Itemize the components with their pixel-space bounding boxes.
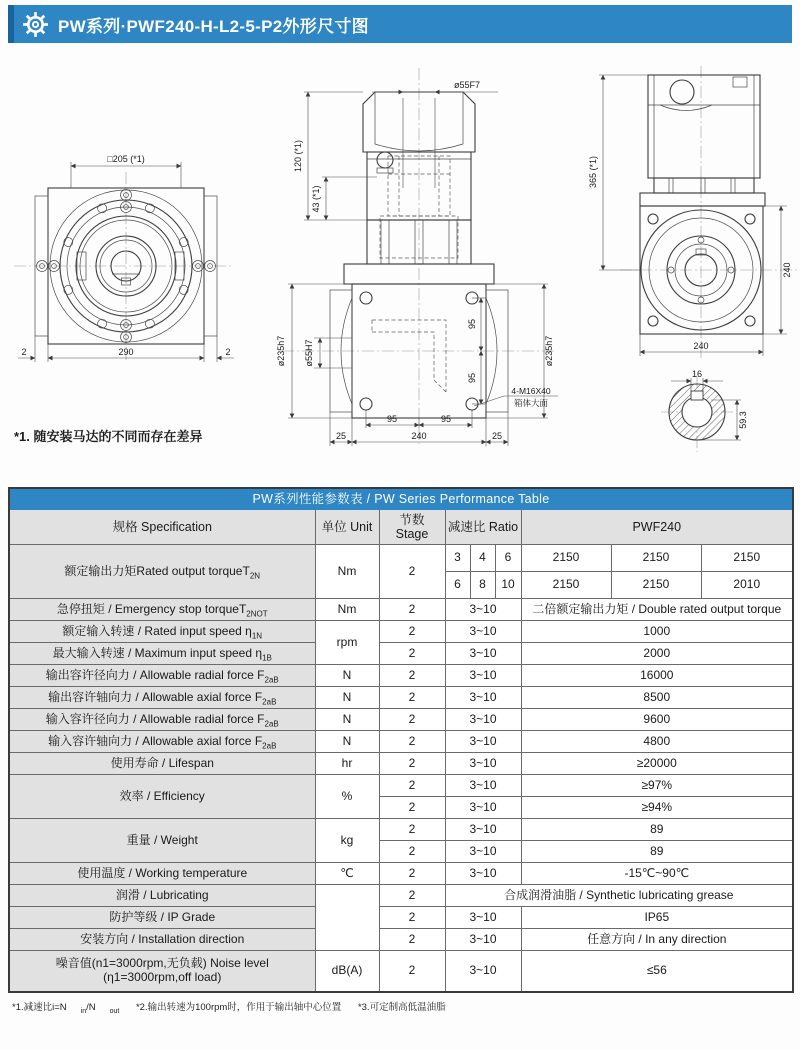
value-cell: 16000 xyxy=(521,665,793,687)
dim-label: 95 xyxy=(440,414,452,424)
value-cell: 二倍额定输出力矩 / Double rated output torque xyxy=(521,599,793,621)
spec-weight: 重量 / Weight xyxy=(9,819,315,863)
header-ratio: 减速比 Ratio xyxy=(445,510,521,545)
unit-cell: N xyxy=(315,731,379,753)
unit-cell-empty xyxy=(315,885,379,951)
table-row xyxy=(9,599,793,621)
dim-label: ø235h7 xyxy=(544,335,554,367)
table-row xyxy=(9,731,793,753)
value-cell: 89 xyxy=(521,841,793,863)
front-view-drawing xyxy=(8,138,238,366)
value-cell: 任意方向 / In any direction xyxy=(521,929,793,951)
dim-label: 2 xyxy=(225,347,231,357)
header-model: PWF240 xyxy=(521,510,793,545)
ratio-cell: 3~10 xyxy=(445,643,521,665)
dim-label: 95 xyxy=(467,318,477,330)
spec-allowable-radial-force-in: 输入容许径向力 / Allowable radial force $F_{2aB}$ xyxy=(9,709,315,731)
dim-label: 365 (*1) xyxy=(588,155,598,189)
table-row xyxy=(9,863,793,885)
ratio-cell: 10 xyxy=(495,572,521,599)
value-cell: ≥97% xyxy=(521,775,793,797)
drawing-footnote: *1. 随安装马达的不同而存在差异 xyxy=(14,429,203,444)
table-row xyxy=(9,951,793,993)
stage-cell: 2 xyxy=(379,797,445,819)
spec-noise-level: 噪音值(n1=3000rpm,无负载) Noise level (η1=3000rpm,off load) xyxy=(9,951,315,993)
stage-cell: 2 xyxy=(379,951,445,993)
footnote-1: *1.减速比i=N $_{in}$/N $_{out}$ xyxy=(12,1002,120,1015)
table-title-row xyxy=(9,488,793,510)
table-row xyxy=(9,753,793,775)
spec-allowable-axial-force-out: 输出容许轴向力 / Allowable axial force $F_{2aB}$ xyxy=(9,687,315,709)
unit-cell: kg xyxy=(315,819,379,863)
gear-icon xyxy=(22,11,49,38)
ratio-cell: 3 xyxy=(445,545,470,572)
value-cell: ≥20000 xyxy=(521,753,793,775)
ratio-cell: 3~10 xyxy=(445,599,521,621)
unit-cell: hr xyxy=(315,753,379,775)
spec-rated-output-torque: 额定输出力矩Rated output torqueT$_{2N}$ xyxy=(9,545,315,599)
ratio-cell: 3~10 xyxy=(445,709,521,731)
ratio-cell: 3~10 xyxy=(445,819,521,841)
header-spec: 规格 Specification xyxy=(9,510,315,545)
value-cell: -15℃~90℃ xyxy=(521,863,793,885)
ratio-cell: 3~10 xyxy=(445,929,521,951)
stage-cell: 2 xyxy=(379,885,445,907)
value-cell: 89 xyxy=(521,819,793,841)
value-cell: 1000 xyxy=(521,621,793,643)
dim-label: 25 xyxy=(491,431,503,441)
table-row xyxy=(9,665,793,687)
unit-cell: ℃ xyxy=(315,863,379,885)
dim-label: ø55F7 xyxy=(453,80,481,90)
stage-cell: 2 xyxy=(379,687,445,709)
unit-cell: % xyxy=(315,775,379,819)
table-row xyxy=(9,929,793,951)
stage-cell: 2 xyxy=(379,599,445,621)
dim-label: 25 xyxy=(335,431,347,441)
value-cell: ≤56 xyxy=(521,951,793,993)
rear-view-dimensions xyxy=(588,75,792,356)
table-row xyxy=(9,885,793,907)
dim-label: 240 xyxy=(693,341,709,351)
table-footnote xyxy=(12,999,460,1015)
table-title: PW系列性能参数表 / PW Series Performance Table xyxy=(9,488,793,510)
stage-cell: 2 xyxy=(379,731,445,753)
spec-rated-input-speed: 额定输入转速 / Rated input speed $\eta_{1N}$ xyxy=(9,621,315,643)
spec-efficiency: 效率 / Efficiency xyxy=(9,775,315,819)
stage-cell: 2 xyxy=(379,621,445,643)
table-row xyxy=(9,621,793,643)
ratio-cell: 3~10 xyxy=(445,841,521,863)
dim-label: 120 (*1) xyxy=(293,139,303,173)
stage-cell: 2 xyxy=(379,929,445,951)
table-row xyxy=(9,775,793,797)
unit-cell: rpm xyxy=(315,621,379,665)
unit-cell: Nm xyxy=(315,545,379,599)
header-stage: 节数 Stage xyxy=(379,510,445,545)
spec-lifespan: 使用寿命 / Lifespan xyxy=(9,753,315,775)
dim-label: ø55H7 xyxy=(304,339,314,367)
value-cell: 8500 xyxy=(521,687,793,709)
page-title: PW系列·PWF240-H-L2-5-P2外形尺寸图 xyxy=(58,16,369,36)
stage-cell: 2 xyxy=(379,863,445,885)
value-cell: 2150 xyxy=(701,545,793,572)
value-cell: 9600 xyxy=(521,709,793,731)
stage-cell: 2 xyxy=(379,907,445,929)
spec-allowable-axial-force-in: 输入容许轴向力 / Allowable axial force $F_{2aB}$ xyxy=(9,731,315,753)
dim-label: 95 xyxy=(386,414,398,424)
stage-cell: 2 xyxy=(379,643,445,665)
dim-label: □205 (*1) xyxy=(107,154,145,164)
table-row xyxy=(9,643,793,665)
dim-label: 43 (*1) xyxy=(311,185,321,213)
ratio-cell: 3~10 xyxy=(445,907,521,929)
performance-table xyxy=(8,487,794,993)
table-row xyxy=(9,907,793,929)
stage-cell: 2 xyxy=(379,775,445,797)
table-header-row xyxy=(9,510,793,545)
unit-cell: dB(A) xyxy=(315,951,379,993)
dim-label: 290 xyxy=(118,347,134,357)
shaft-cross-section xyxy=(669,369,748,440)
value-cell: 4800 xyxy=(521,731,793,753)
ratio-cell: 3~10 xyxy=(445,687,521,709)
ratio-cell: 8 xyxy=(470,572,495,599)
dim-label: 59.3 xyxy=(738,411,748,429)
dim-label: 95 xyxy=(467,372,477,384)
rear-view-drawing xyxy=(565,60,800,460)
unit-cell: Nm xyxy=(315,599,379,621)
value-cell: ≥94% xyxy=(521,797,793,819)
header-unit: 单位 Unit xyxy=(315,510,379,545)
ratio-cell: 3~10 xyxy=(445,621,521,643)
tap-note-label: 箱体大面 xyxy=(513,398,549,408)
ratio-cell: 3~10 xyxy=(445,863,521,885)
ratio-cell: 3~10 xyxy=(445,775,521,797)
dim-label: 2 xyxy=(21,347,27,357)
spec-working-temperature: 使用温度 / Working temperature xyxy=(9,863,315,885)
ratio-cell: 3~10 xyxy=(445,753,521,775)
footnote-3: *3.可定制高低温油脂 xyxy=(357,1002,446,1013)
side-view-drawing xyxy=(268,62,560,460)
value-cell: 2150 xyxy=(521,572,611,599)
table-row xyxy=(9,545,793,572)
ratio-cell: 3~10 xyxy=(445,797,521,819)
footnote-2: *2.输出转速为100rpm时，作用于输出轴中心位置 xyxy=(135,1002,342,1013)
ratio-cell: 3~10 xyxy=(445,951,521,993)
dim-label: 240 xyxy=(411,431,427,441)
spec-installation-direction: 安装方向 / Installation direction xyxy=(9,929,315,951)
ratio-cell: 6 xyxy=(495,545,521,572)
unit-cell: N xyxy=(315,709,379,731)
value-cell: 2010 xyxy=(701,572,793,599)
spec-ip-grade: 防护等级 / IP Grade xyxy=(9,907,315,929)
dim-label: ø235h7 xyxy=(276,335,286,367)
value-cell: IP65 xyxy=(521,907,793,929)
table-row xyxy=(9,819,793,841)
ratio-cell: 3~10 xyxy=(445,731,521,753)
page-header-banner xyxy=(8,5,792,43)
stage-cell: 2 xyxy=(379,753,445,775)
stage-cell: 2 xyxy=(379,665,445,687)
value-cell: 2150 xyxy=(611,545,701,572)
ratio-cell: 3~10 xyxy=(445,665,521,687)
stage-cell: 2 xyxy=(379,841,445,863)
table-row xyxy=(9,709,793,731)
spec-emergency-stop-torque: 急停扭矩 / Emergency stop torqueT$_{2NOT}$ xyxy=(9,599,315,621)
spec-allowable-radial-force-out: 输出容许径向力 / Allowable radial force $F_{2aB}$ xyxy=(9,665,315,687)
ratio-cell: 4 xyxy=(470,545,495,572)
stage-cell: 2 xyxy=(379,819,445,841)
unit-cell: N xyxy=(315,665,379,687)
spec-lubricating: 润滑 / Lubricating xyxy=(9,885,315,907)
side-view-dimensions xyxy=(276,80,558,446)
spec-max-input-speed: 最大输入转速 / Maximum input speed $\eta_{1B}$ xyxy=(9,643,315,665)
dim-label: 16 xyxy=(691,369,703,379)
value-cell: 2000 xyxy=(521,643,793,665)
value-cell: 2150 xyxy=(611,572,701,599)
stage-cell: 2 xyxy=(379,545,445,599)
unit-cell: N xyxy=(315,687,379,709)
ratio-cell: 6 xyxy=(445,572,470,599)
stage-cell: 2 xyxy=(379,709,445,731)
value-cell: 2150 xyxy=(521,545,611,572)
value-cell: 合成润滑油脂 / Synthetic lubricating grease xyxy=(445,885,793,907)
front-view-geometry xyxy=(14,172,232,360)
dim-label: 240 xyxy=(782,262,792,278)
table-row xyxy=(9,687,793,709)
tap-note-label: 4-M16X40 xyxy=(511,386,551,396)
